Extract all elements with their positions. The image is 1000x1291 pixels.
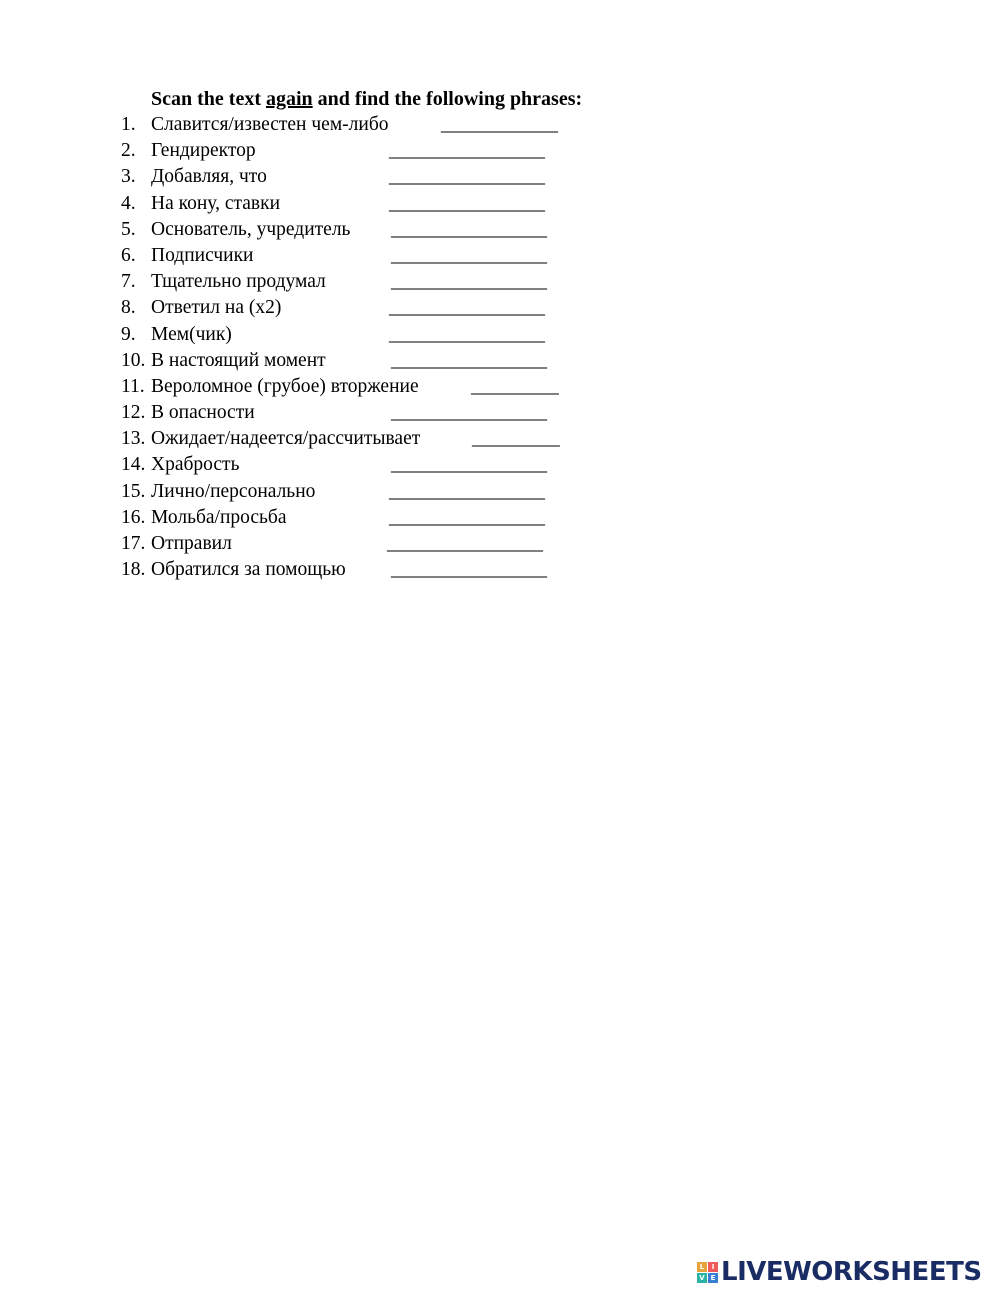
list-item [0, 376, 620, 402]
item-number: 8. [121, 297, 136, 319]
answer-blank[interactable]: _________ [471, 375, 559, 397]
item-number: 17. [121, 533, 146, 554]
item-phrase: Подписчики [151, 244, 254, 266]
item-number: 16. [121, 506, 146, 528]
answer-blank[interactable]: ________________ [391, 218, 547, 240]
item-phrase: Ожидает/надеется/рассчитывает [151, 428, 421, 450]
logo-block: E [708, 1273, 718, 1283]
worksheet-heading [151, 88, 582, 111]
answer-blank[interactable]: ________________ [391, 402, 547, 424]
item-phrase: Добавляя, что [151, 166, 267, 188]
item-phrase: Гендиректор [151, 140, 256, 162]
list-item [0, 114, 620, 140]
logo-blocks-icon [697, 1262, 718, 1283]
item-number: 3. [121, 166, 136, 188]
answer-blank[interactable]: ____________ [441, 114, 558, 135]
list-item [0, 350, 620, 376]
liveworksheets-logo [697, 1257, 982, 1287]
answer-blank[interactable]: _________ [472, 428, 560, 450]
list-item [0, 324, 620, 350]
item-number: 18. [121, 559, 146, 581]
item-phrase: На кону, ставки [151, 192, 281, 214]
heading-after: and find the following phrases: [312, 88, 583, 110]
item-number: 6. [121, 244, 136, 266]
list-item [0, 219, 620, 245]
item-number: 11. [121, 375, 145, 397]
logo-block: I [708, 1262, 718, 1272]
item-phrase: Отправил [151, 533, 232, 554]
answer-blank[interactable]: ________________ [391, 244, 547, 266]
item-number: 2. [121, 140, 136, 162]
heading-before: Scan the text [151, 88, 266, 110]
answer-blank[interactable]: ________________ [391, 349, 547, 371]
list-item [0, 271, 620, 297]
list-item [0, 428, 620, 454]
logo-block: L [697, 1262, 707, 1272]
item-phrase: Тщательно продумал [151, 271, 326, 293]
item-phrase: Основатель, учредитель [151, 218, 351, 240]
answer-blank[interactable]: ________________ [389, 323, 545, 345]
item-phrase: Храбрость [151, 454, 240, 476]
answer-blank[interactable]: ________________ [391, 559, 547, 581]
answer-blank[interactable]: ________________ [389, 297, 545, 319]
item-number: 10. [121, 349, 146, 371]
list-item [0, 559, 620, 585]
item-number: 12. [121, 402, 146, 424]
list-item [0, 533, 620, 559]
answer-blank[interactable]: ________________ [389, 192, 545, 214]
item-phrase: Мольба/просьба [151, 506, 287, 528]
answer-blank[interactable]: ________________ [387, 533, 543, 554]
item-phrase: Обратился за помощью [151, 559, 346, 581]
list-item [0, 481, 620, 507]
item-number: 4. [121, 192, 136, 214]
item-number: 1. [121, 114, 136, 135]
heading-underlined-word: again [265, 88, 313, 110]
item-phrase: Славится/известен чем-либо [151, 114, 389, 135]
answer-blank[interactable]: ________________ [389, 140, 545, 162]
list-item [0, 507, 620, 533]
logo-block: V [697, 1273, 707, 1283]
list-item [0, 245, 620, 271]
item-number: 7. [121, 271, 136, 293]
answer-blank[interactable]: ________________ [391, 454, 547, 476]
item-phrase: Вероломное (грубое) вторжение [151, 375, 419, 397]
list-item [0, 297, 620, 323]
list-item [0, 140, 620, 166]
item-number: 15. [121, 480, 146, 502]
answer-blank[interactable]: ________________ [391, 271, 547, 293]
logo-text: LIVEWORKSHEETS [721, 1257, 982, 1287]
list-item [0, 454, 620, 480]
item-phrase: В опасности [151, 402, 255, 424]
answer-blank[interactable]: ________________ [389, 480, 545, 502]
list-item [0, 166, 620, 192]
item-phrase: Лично/персонально [151, 480, 316, 502]
list-item [0, 402, 620, 428]
item-phrase: Ответил на (x2) [151, 297, 282, 319]
item-number: 14. [121, 454, 146, 476]
item-number: 13. [121, 428, 146, 450]
answer-blank[interactable]: ________________ [389, 166, 545, 188]
list-item [0, 193, 620, 219]
item-phrase: Мем(чик) [151, 323, 232, 345]
item-number: 5. [121, 218, 136, 240]
answer-blank[interactable]: ________________ [389, 506, 545, 528]
phrase-list [0, 114, 620, 585]
item-phrase: В настоящий момент [151, 349, 326, 371]
item-number: 9. [121, 323, 136, 345]
